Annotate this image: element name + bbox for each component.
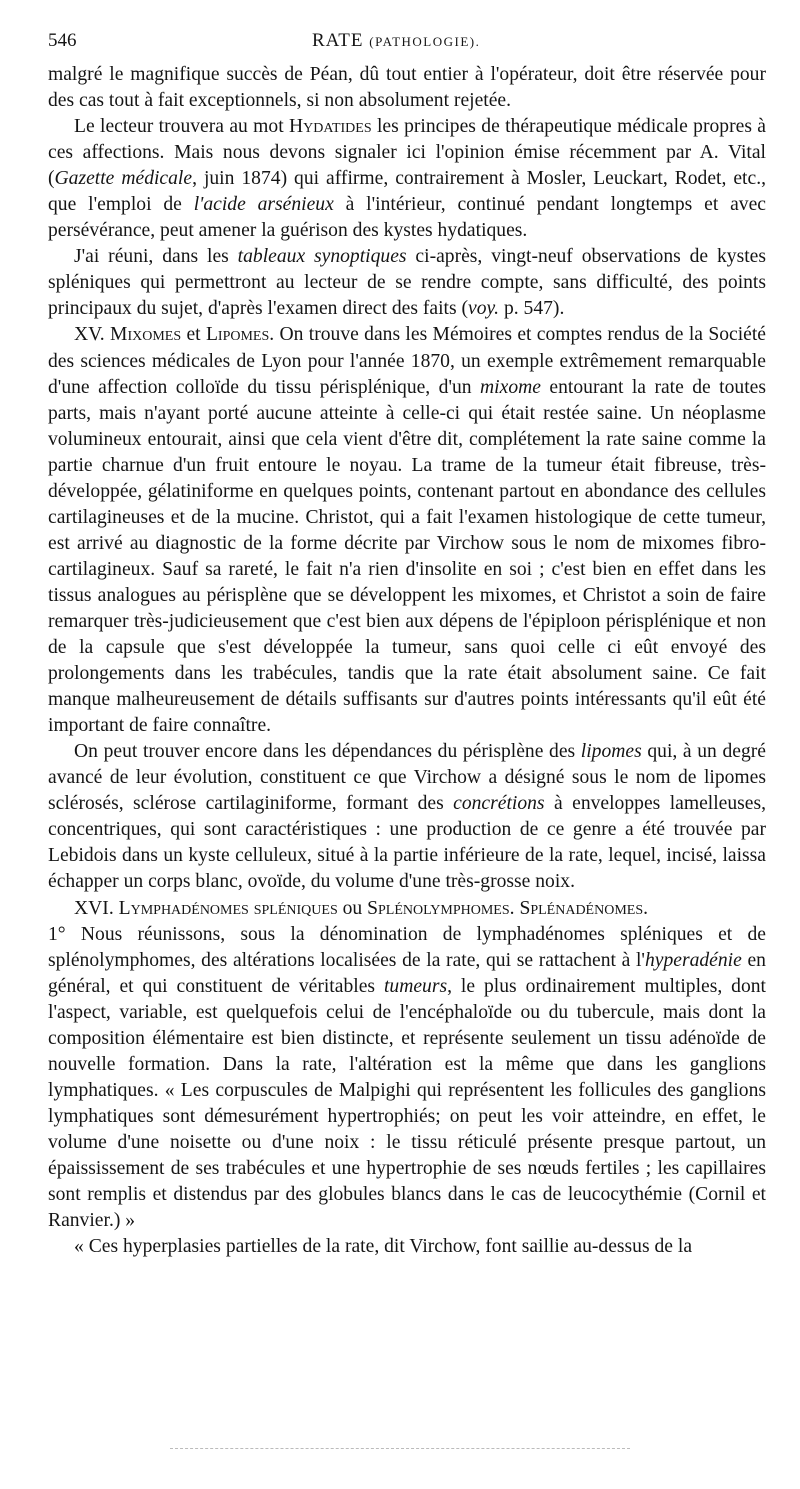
text-run: J'ai réuni, dans les <box>74 246 238 268</box>
emphasis-term: tableaux synoptiques <box>237 246 407 268</box>
page-header <box>48 22 766 62</box>
section-heading-term: Lymphadénomes spléniques <box>118 897 338 919</box>
section-heading-term: Splénolymphomes <box>367 897 510 919</box>
body-text <box>48 62 766 1260</box>
paragraph-lymphadenomes <box>48 922 766 1235</box>
emphasis-term: concrétions <box>453 793 545 815</box>
cross-reference-hydatides: Hydatides <box>289 116 372 138</box>
text-run: . <box>509 897 520 919</box>
document-page <box>48 22 766 1260</box>
text-run: ci-après, vingt-neuf observations de kystes spléniques qui permettront au lecteur de se rendre compte, sans difficulté, des points principaux du sujet, d'après l'examen direct des faits ( <box>48 246 766 320</box>
section-xvi-heading <box>48 896 766 922</box>
text-run: entourant la rate de toutes parts, mais n'ayant porté aucune atteinte à celle-ci qui était restée saine. Un néoplasme volumineux entourait, ainsi que cela vient d'être dit, complétement la rate saine comme la partie charnue d'un fruit entoure le noyau. La trame de la tumeur était fibreuse, très-développée, gélatiniforme en quelques points, contenant partout en abondance des cellules cartilagineuses et de la mucine. Christot, qui a fait l'examen histologique de cette tumeur, est arrivé au diagnostic de la forme décrite par Virchow sous le nom de mixomes fibro-cartilagineux. Sauf sa rareté, le fait n'a rien d'insolite en soi ; c'est bien en effet dans les tissus analogues au périsplène que se développent les mixomes, et Christot a soin de faire remarquer très-judicieusement que c'est bien aux dépens de l'épiploon périsplénique et non de la capsule que s'est développée la tumeur, sans quoi celle ci eût envoyé des prolongements dans les trabécules, tandis que la rate était absolument saine. Ce fait manque malheureusement de détails suffisants sur d'autres points intéressants qu'il eût été important de faire connaître. <box>48 376 766 737</box>
text-run: 1° Nous réunissons, sous la dénomination de lymphadénomes spléniques et de splénolymphomes, des altérations localisées de la rate, qui se rattachent à l' <box>48 923 766 971</box>
text-run: à l'intérieur, continué pendant longtemps et avec persévérance, peut amener la guérison des kystes hydatiques. <box>48 194 766 242</box>
paragraph-3 <box>48 244 766 322</box>
text-run: p. 547). <box>499 298 565 320</box>
page-number: 546 <box>48 30 77 51</box>
paragraph-lipomes <box>48 739 766 895</box>
text-run: , le plus ordinairement multiples, dont l'aspect, variable, est quelquefois celui de l'encéphaloïde ou du tubercule, mais dont la composition élémentaire est bien distincte, et représente seulement un tissu adénoïde de nouvelle formation. Dans la rate, l'altération est la même que dans les ganglions lymphatiques. « Les corpuscules de Malpighi qui représentent les follicules des ganglions lymphatiques sont démesurément hypertrophiés; on peut les voir atteindre, en effet, le volume d'une noisette ou d'une noix : le tissu réticulé présente presque partout, un épaississement de ses trabécules et une hypertrophie de ses nœuds fertiles ; les capillaires sont remplis et distendus par des globules blancs dans le cas de leucocythémie (Cornil et Ranvier.) » <box>48 975 766 1232</box>
emphasis-term: lipomes <box>580 741 642 763</box>
text-run: Le lecteur trouvera au mot <box>74 116 290 138</box>
section-number: XV. <box>74 324 111 346</box>
running-head-title: RATE <box>312 30 364 51</box>
section-number: XVI. <box>74 897 119 919</box>
emphasis-term: hyperadénie <box>644 949 742 971</box>
emphasis-term: l'acide arsénieux <box>193 194 334 216</box>
paragraph-2 <box>48 114 766 244</box>
text-run: en général, et qui constituent de véritables <box>48 949 766 997</box>
section-heading-term: Splénadénomes <box>519 897 644 919</box>
section-xv-paragraph <box>48 322 766 739</box>
text-run: à enveloppes lamelleuses, concentriques, qui sont caractéristiques : une production de ce genre a été trouvée par Lebidois dans un kyste celluleux, situé à la partie inférieure de la rate, lequel, incisé, laissa échapper un corps blanc, ovoïde, du volume d'une très-grosse noix. <box>48 793 766 893</box>
paragraph-1: malgré le magnifique succès de Péan, dû tout entier à l'opérateur, doit être réservée pour des cas tout à fait exceptionnels, si non absolument rejetée. <box>48 64 766 112</box>
running-head <box>312 30 480 52</box>
emphasis-term: mixome <box>480 376 541 398</box>
text-run: et <box>181 324 206 346</box>
text-run: qui, à un degré avancé de leur évolution, constituent ce que Virchow a désigné sous le nom de lipomes sclérosés, sclérose cartilaginiforme, formant des <box>48 741 766 815</box>
text-run: . On trouve dans les Mémoires et comptes rendus de la Société des sciences médicales de Lyon pour l'année 1870, un exemple extrêmement remarquable d'une affection colloïde du tissu périsplénique, d'un <box>48 324 766 398</box>
page-bottom-rule <box>170 1448 630 1449</box>
section-heading-term: Mixomes <box>110 324 182 346</box>
text-run: On peut trouver encore dans les dépendances du périsplène des <box>74 741 581 763</box>
text-run: les principes de thérapeutique médicale propres à ces affections. Mais nous devons signaler ici l'opinion émise récemment par A. Vital ( <box>48 116 766 190</box>
text-run: , juin 1874) qui affirme, contrairement à Mosler, Leuckart, Rodet, etc., que l'emploi de <box>48 168 766 216</box>
text-run: . <box>643 897 649 919</box>
emphasis-term: tumeurs <box>383 975 448 997</box>
emphasis-term: voy. <box>468 298 500 320</box>
paragraph-virchow-quote: « Ces hyperplasies partielles de la rate, dit Virchow, font saillie au-dessus de la <box>74 1236 693 1258</box>
section-heading-term: Lipomes <box>205 324 270 346</box>
running-head-subtitle: (PATHOLOGIE). <box>369 34 481 49</box>
citation-journal: Gazette médicale <box>54 168 193 190</box>
text-run: ou <box>337 897 368 919</box>
